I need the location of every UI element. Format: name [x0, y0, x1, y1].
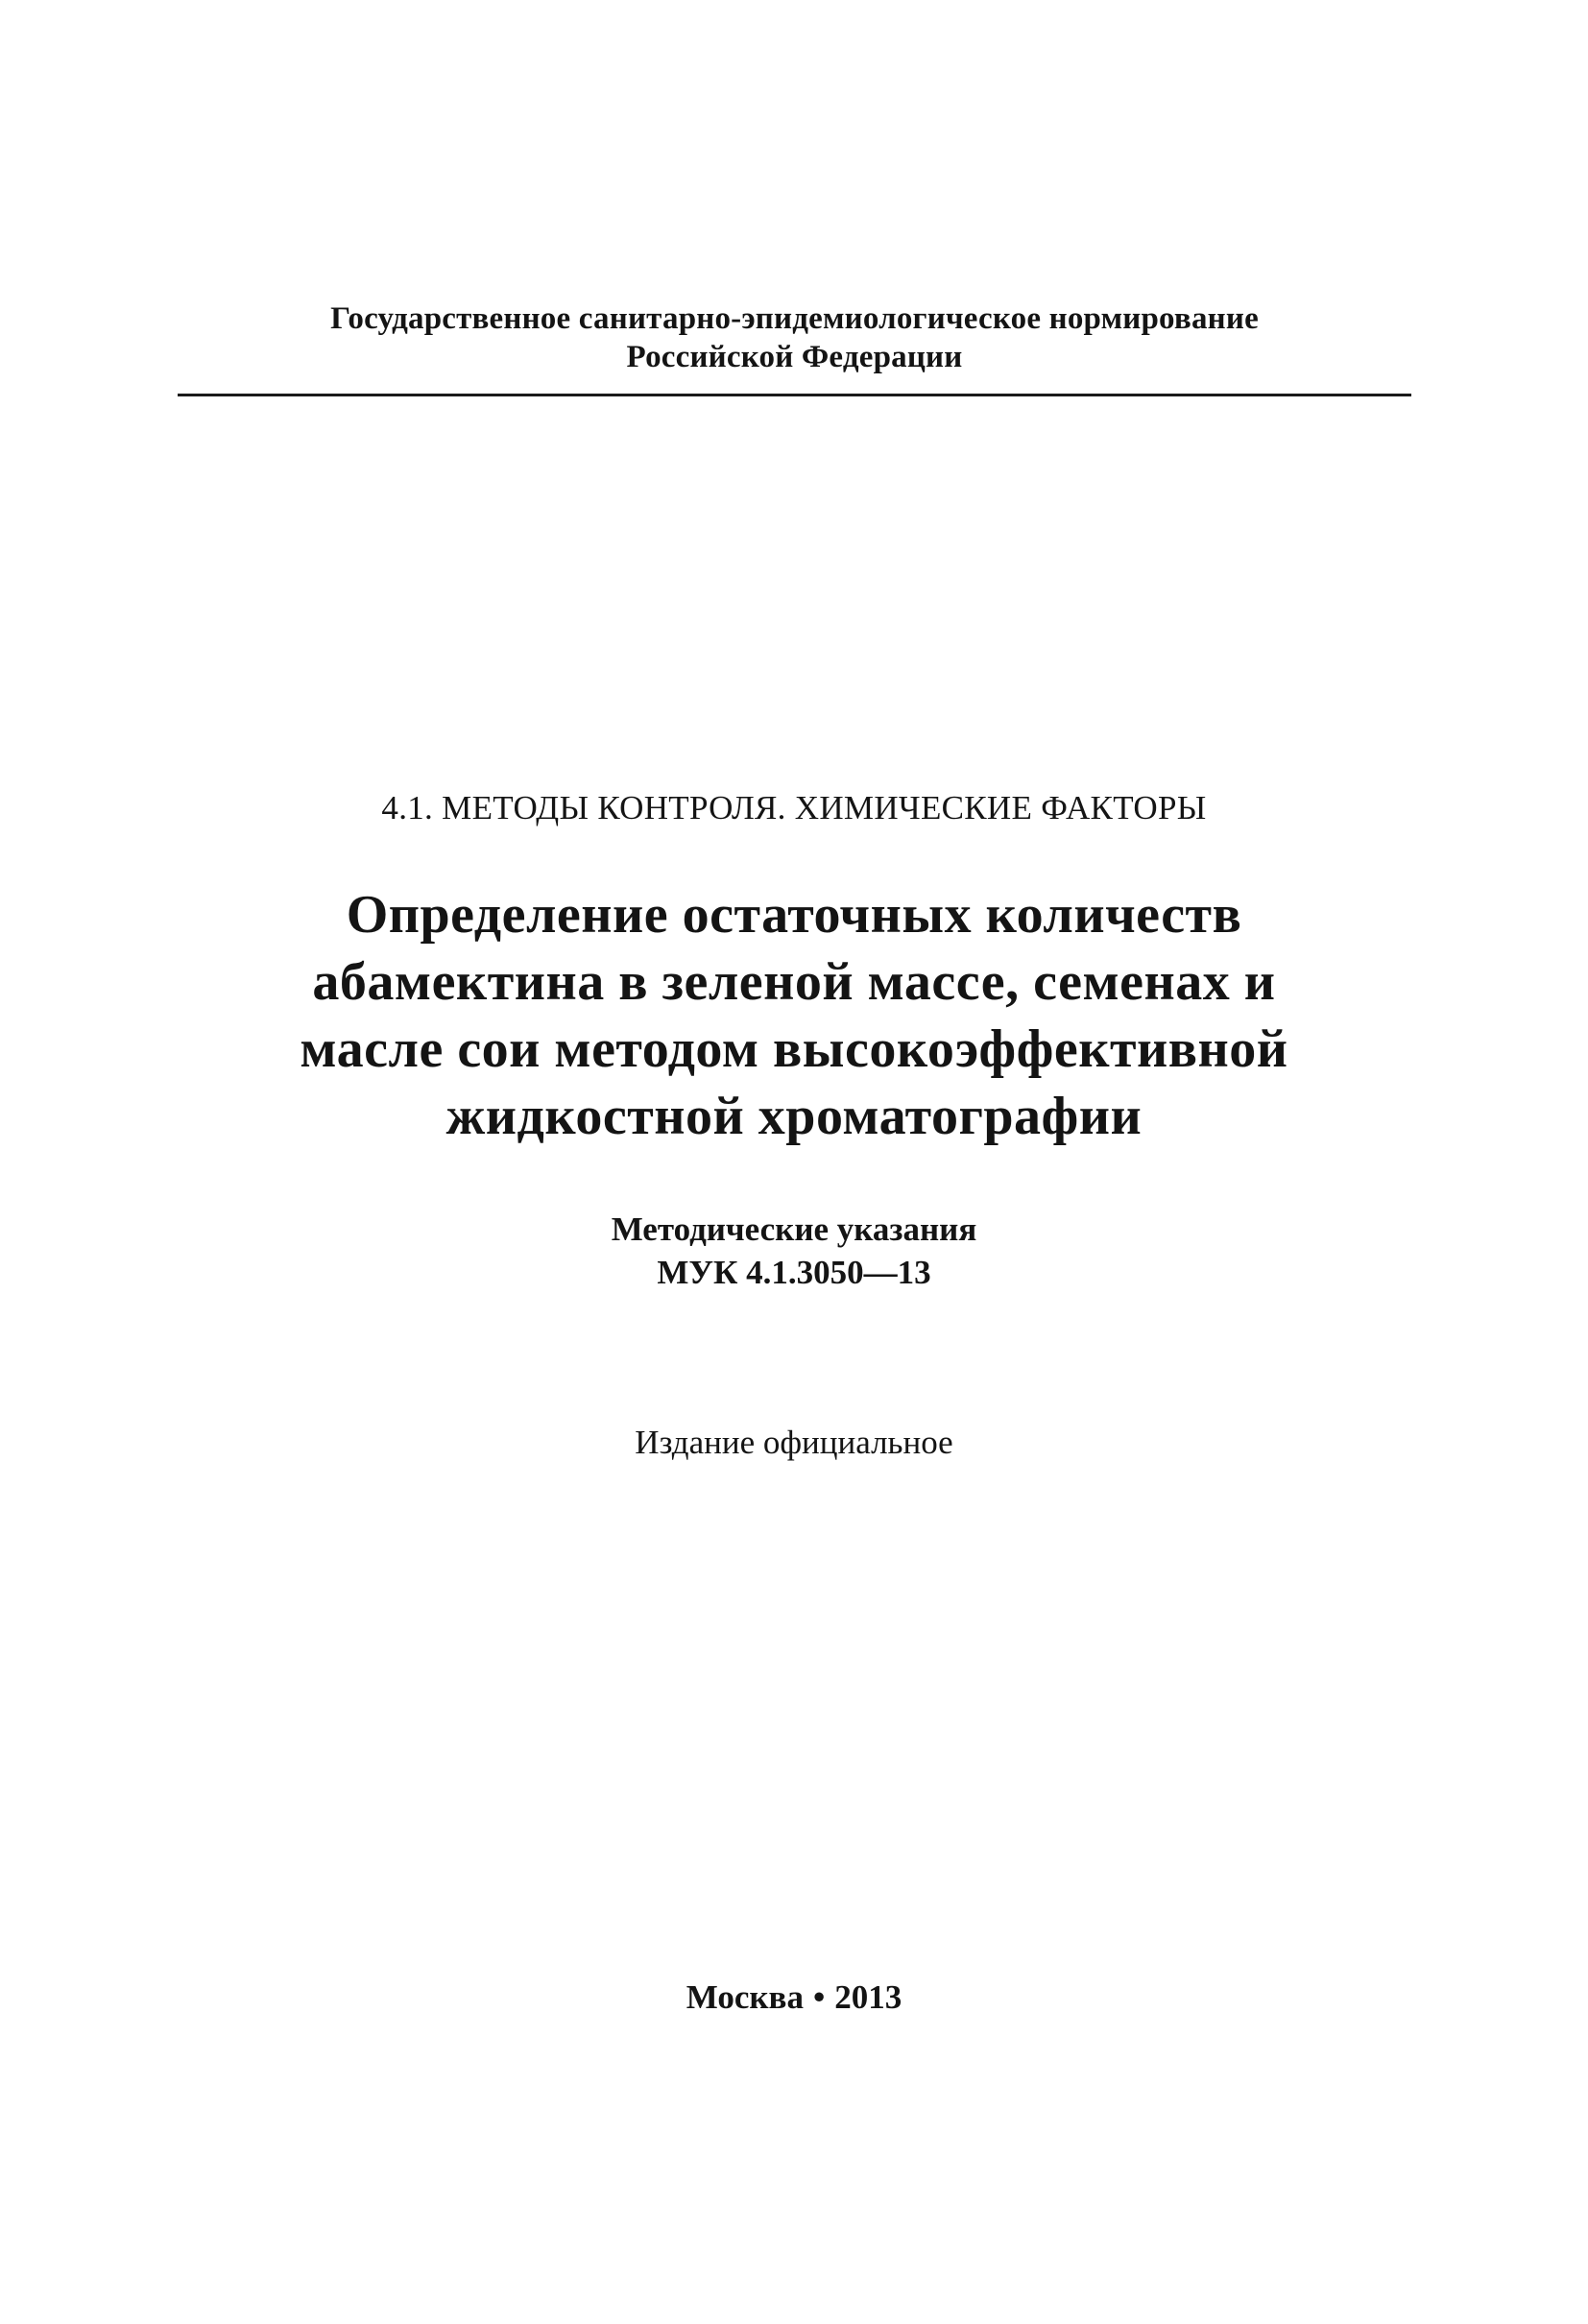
- header-divider: [178, 394, 1411, 396]
- document-type: Методические указания: [611, 1210, 977, 1248]
- edition-note: Издание официальное: [635, 1424, 953, 1461]
- document-subtitle: [0, 1208, 1588, 1294]
- document-code: МУК 4.1.3050—13: [657, 1254, 931, 1291]
- imprint-footer: [0, 1977, 1588, 2018]
- title-line-2: абамектина в зеленой массе, семенах и: [312, 952, 1276, 1012]
- publisher-header: [178, 299, 1411, 376]
- header-line-1: Государственное санитарно-эпидемиологическое нормирование: [330, 301, 1259, 336]
- title-line-1: Определение остаточных количеств: [346, 885, 1242, 945]
- imprint-year: 2013: [834, 1978, 902, 2016]
- title-line-4: жидкостной хроматографии: [445, 1087, 1143, 1146]
- series-heading: 4.1. МЕТОДЫ КОНТРОЛЯ. ХИМИЧЕСКИЕ ФАКТОРЫ: [381, 789, 1207, 827]
- document-title: [0, 881, 1588, 1150]
- title-line-3: масле сои методом высокоэффективной: [300, 1019, 1288, 1079]
- imprint-city: Москва: [686, 1978, 804, 2016]
- imprint-separator: •: [812, 1978, 826, 2016]
- header-line-2: Российской Федерации: [626, 340, 963, 374]
